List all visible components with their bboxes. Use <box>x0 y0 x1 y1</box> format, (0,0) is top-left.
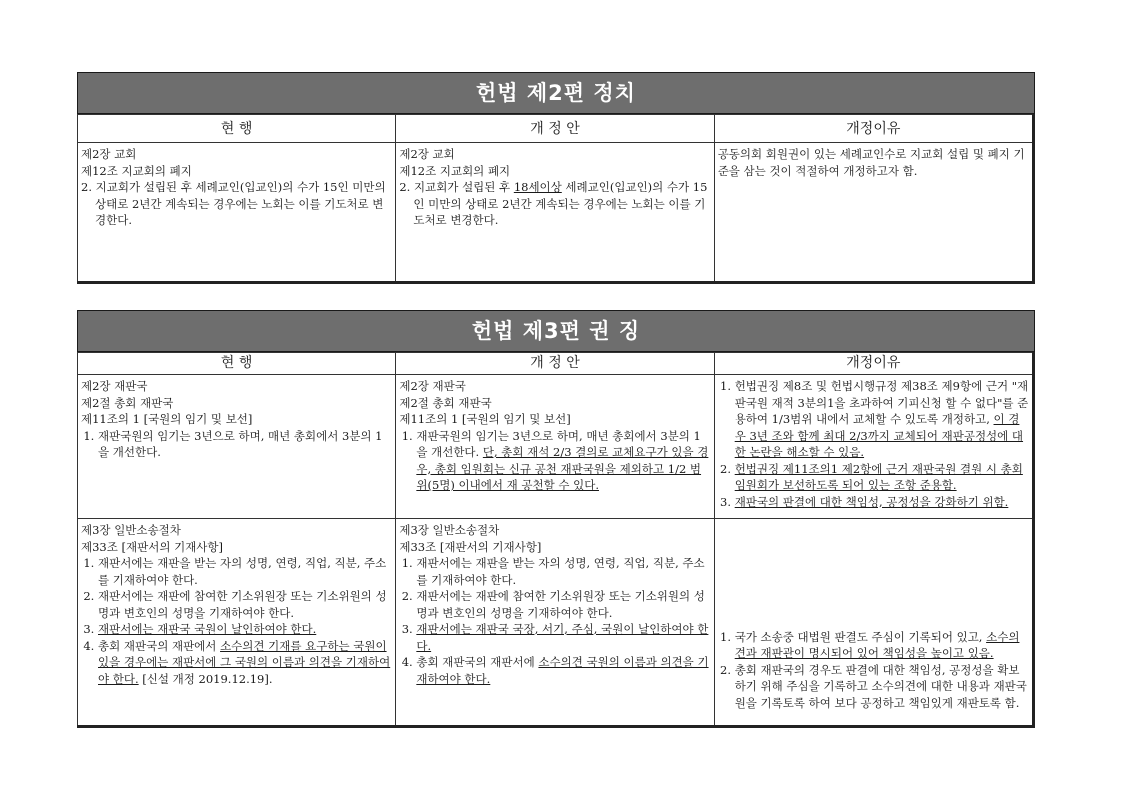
reason-text-emphasis: 헌법권징 제11조의1 제2항에 근거 재판국원 결원 시 총회 임원회가 보선하도록 되어 있는 조항 준용함. <box>734 461 1023 492</box>
section-label: 제2절 총회 재판국 <box>399 395 492 410</box>
item-list <box>81 555 392 687</box>
article-label: 제12조 지교회의 폐지 <box>399 163 511 178</box>
item-text <box>399 179 710 229</box>
header-reason: 개정이유 <box>714 353 1033 375</box>
list-item <box>735 378 1029 461</box>
list-item <box>416 428 710 494</box>
reason-cell <box>714 375 1033 519</box>
chapter-label: 제2장 재판국 <box>399 379 466 393</box>
current-cell <box>78 143 396 283</box>
article-label: 제12조 지교회의 폐지 <box>81 163 192 178</box>
header-revision: 개 정 안 <box>396 353 714 375</box>
list-item <box>416 621 710 654</box>
current-cell <box>78 375 396 519</box>
list-item: 2. 총회 재판국의 경우도 판결에 대한 책임성, 공정성을 확보하기 위해 주심을 기록하고 소수의견에 대한 내용과 재판국원을 기록토록 하여 보다 공정하고 책임있게 재판토록 함. <box>735 662 1029 712</box>
article-label: 제11조의 1 [국원의 임기 및 보선] <box>399 412 571 426</box>
article-label: 제33조 [재판서의 기재사항] <box>81 539 224 554</box>
header-revision: 개 정 안 <box>396 115 714 143</box>
section-label: 제2절 총회 재판국 <box>81 395 174 410</box>
header-current: 현 행 <box>78 353 396 375</box>
header-reason: 개정이유 <box>714 115 1033 143</box>
section-discipline <box>77 310 1035 728</box>
reason-cell <box>714 519 1033 727</box>
item-text-plain: 2. 지교회가 설립된 후 <box>399 180 514 194</box>
comparison-table <box>77 114 1035 284</box>
reason-text-emphasis: 소수의견과 재판관이 명시되어 있어 책임성을 높이고 있음. <box>734 629 1020 660</box>
section-politics <box>77 72 1035 284</box>
item-text-amended: 단, 총회 재석 2/3 결의로 교체요구가 있을 경우, 총회 임원회는 신규 공천 재판국원을 제외하고 1/2 범위(5명) 이내에서 재 공천할 수 있다. <box>416 445 709 492</box>
header-current: 현 행 <box>78 115 396 143</box>
list-item <box>735 494 1029 511</box>
list-item <box>735 461 1029 494</box>
item-list <box>399 555 710 687</box>
reason-text: 헌법권징 제8조 및 헌법시행규정 제38조 제9항에 근거 "재판국원 재적 3분의1을 초과하여 기피신청 할 수 없다"를 준용하여 1/3범위 내에서 교체할 수 있도록 개정하고, <box>734 379 1029 426</box>
list-item <box>416 654 710 687</box>
reason-text-emphasis: 재판국의 판결에 대한 책임성, 공정성을 강화하기 위함. <box>734 494 1009 509</box>
list-item: 1. 재판국원의 임기는 3년으로 하며, 매년 총회에서 3분의 1을 개선한다. <box>98 428 392 461</box>
list-item: 1. 재판서에는 재판을 받는 자의 성명, 연령, 직업, 직분, 주소를 기재하여야 한다. <box>416 555 710 588</box>
article-label: 제33조 [재판서의 기재사항] <box>399 539 542 554</box>
section-banner: 헌법 제3편 권 징 <box>77 310 1035 352</box>
list-item: 2. 재판서에는 재판에 참여한 기소위원장 또는 기소위원의 성명과 변호인의 성명을 기재하여야 한다. <box>416 588 710 621</box>
chapter-label: 제3장 일반소송절차 <box>399 523 500 537</box>
item-text-emphasis: 재판서에는 재판국 국원이 날인하여야 한다. <box>98 622 317 636</box>
item-text-amended: 재판서에는 재판국 국장, 서기, 주심, 국원이 날인하여야 한다. <box>416 622 709 653</box>
list-item: 2. 재판서에는 재판에 참여한 기소위원장 또는 기소위원의 성명과 변호인의 성명을 기재하여야 한다. <box>98 588 392 621</box>
list-item <box>735 629 1029 662</box>
chapter-label: 제2장 재판국 <box>81 379 148 393</box>
chapter-label: 제2장 교회 <box>81 147 137 161</box>
article-label: 제11조의 1 [국원의 임기 및 보선] <box>81 412 253 426</box>
revision-cell <box>396 375 714 519</box>
section-banner: 헌법 제2편 정치 <box>77 72 1035 114</box>
list-item <box>98 638 392 688</box>
reason-text-emphasis: 이 경우 3년 조와 함께 최대 2/3까지 교체되어 재판공정성에 대한 논란을 해소할 수 있음. <box>734 412 1024 459</box>
item-text-plain: 세례교인(입교인)의 수가 15인 미만의 상태로 2년간 계속되는 경우에는 노회는 이를 기도처로 변경한다. <box>413 180 708 227</box>
item-text: 2. 지교회가 설립된 후 세례교인(입교인)의 수가 15인 미만의 상태로 2년간 계속되는 경우에는 노회는 이를 기도처로 변경한다. <box>81 180 386 227</box>
item-list <box>81 428 392 461</box>
current-cell <box>78 519 396 727</box>
reason-list <box>718 378 1029 510</box>
item-text-amended: 소수의견 국원의 이름과 의견을 기재하여야 한다. <box>416 655 709 686</box>
item-text-plain: 총회 재판국의 재판에서 <box>98 638 221 653</box>
reason-text: 공동의회 회원권이 있는 세례교인수로 지교회 설립 및 폐지 기준을 삼는 것이 적절하여 개정하고자 함. <box>717 147 1025 178</box>
item-text-emphasis: 소수의견 기재를 요구하는 국원이 있을 경우에는 재판서에 그 국원의 이름과 의견을 기재하여야 한다. <box>98 638 391 686</box>
revision-cell <box>396 143 714 283</box>
comparison-table <box>77 352 1035 728</box>
item-text-plain: [신설 개정 2019.12.19]. <box>138 671 273 686</box>
list-item <box>98 621 392 638</box>
reason-cell <box>714 143 1033 283</box>
chapter-label: 제2장 교회 <box>399 147 455 161</box>
list-item: 1. 재판서에는 재판을 받는 자의 성명, 연령, 직업, 직분, 주소를 기재하여야 한다. <box>98 555 392 588</box>
reason-list <box>718 629 1029 712</box>
item-text-amended: 18세이상 <box>513 180 562 194</box>
chapter-label: 제3장 일반소송절차 <box>81 523 181 537</box>
item-list <box>399 428 710 494</box>
revision-cell <box>396 519 714 727</box>
item-text-plain: 재판국원의 임기는 3년으로 하며, 매년 총회에서 3분의 1을 개선한다. <box>416 428 701 459</box>
item-text-plain: 총회 재판국의 재판서에 <box>416 655 539 669</box>
reason-text: 국가 소송중 대법원 판결도 주심이 기록되어 있고, <box>734 629 987 644</box>
